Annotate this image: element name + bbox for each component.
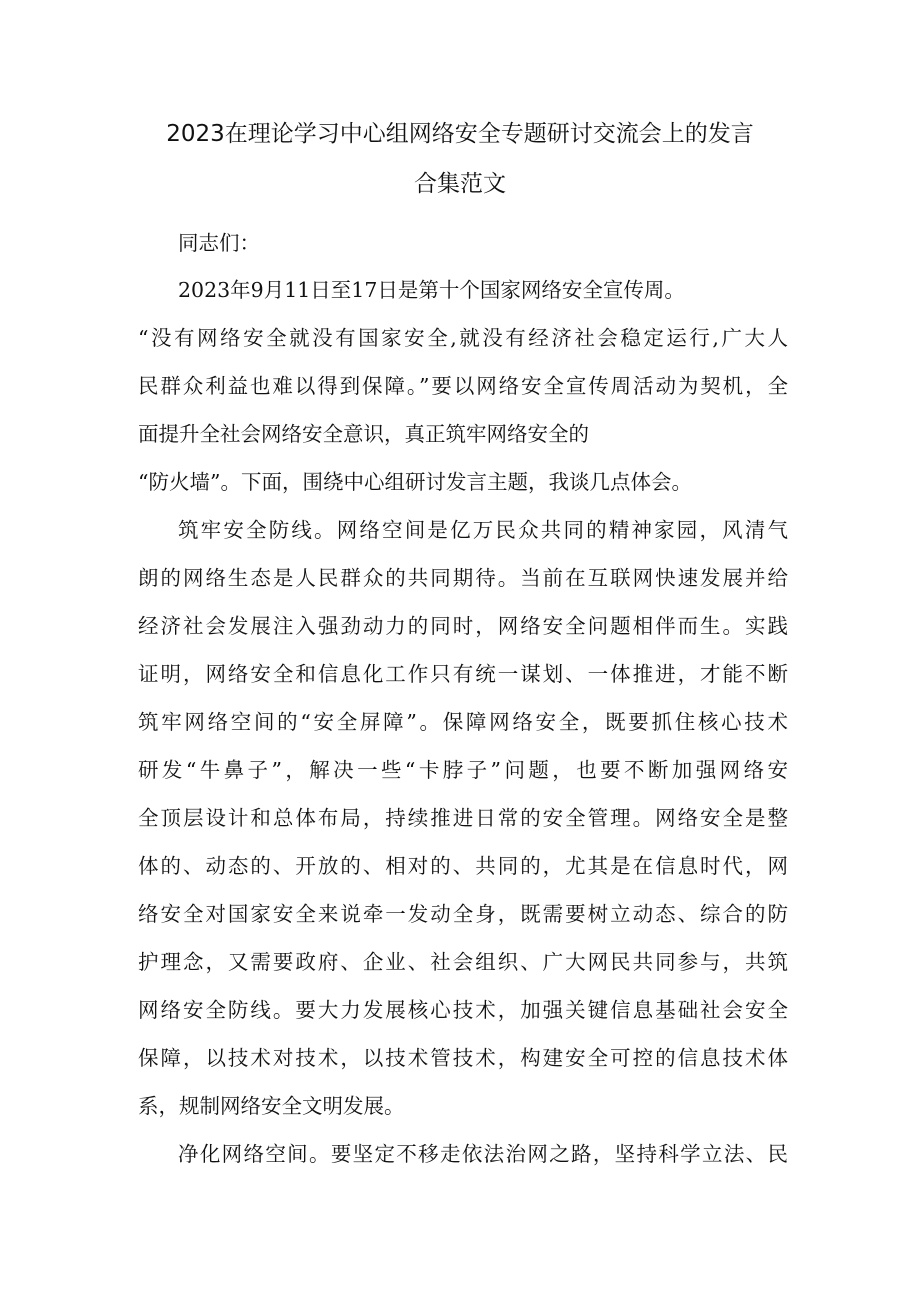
paragraph-2-line-3: 经济社会发展注入强劲动力的同时，网络安全问题相伴而生。实践 xyxy=(138,614,788,638)
paragraph-1-line-1: 2023年9月11日至17日是第十个国家网络安全宣传周。 xyxy=(178,278,685,302)
paragraph-2-line-10: 护理念，又需要政府、企业、社会组织、广大网民共同参与，共筑 xyxy=(138,950,788,974)
paragraph-1-line-2: “没有网络安全就没有国家安全,就没有经济社会稳定运行,广大人 xyxy=(138,326,788,350)
paragraph-2-line-5: 筑牢网络空间的“安全屏障”。保障网络安全，既要抓住核心技术 xyxy=(138,710,788,734)
document-title-line-1: 2023在理论学习中心组网络安全专题研讨交流会上的发言 xyxy=(166,121,754,147)
paragraph-2-line-2: 朗的网络生态是人民群众的共同期待。当前在互联网快速发展并给 xyxy=(138,566,788,590)
paragraph-2-line-11: 网络安全防线。要大力发展核心技术，加强关键信息基础社会安全 xyxy=(138,998,788,1022)
paragraph-2-line-6: 研发“牛鼻子”，解决一些“卡脖子”问题，也要不断加强网络安 xyxy=(138,758,788,782)
paragraph-2-line-1: 筑牢安全防线。网络空间是亿万民众共同的精神家园，风清气 xyxy=(178,518,788,542)
paragraph-2-line-8: 体的、动态的、开放的、相对的、共同的，尤其是在信息时代，网 xyxy=(138,854,788,878)
paragraph-2-line-12: 保障，以技术对技术，以技术管技术，构建安全可控的信息技术体 xyxy=(138,1046,788,1070)
paragraph-2-line-4: 证明，网络安全和信息化工作只有统一谋划、一体推进，才能不断 xyxy=(138,662,788,686)
paragraph-2-line-9: 络安全对国家安全来说牵一发动全身，既需要树立动态、综合的防 xyxy=(138,902,788,926)
paragraph-2-line-13: 系，规制网络安全文明发展。 xyxy=(138,1094,405,1118)
paragraph-3-line-1: 净化网络空间。要坚定不移走依法治网之路，坚持科学立法、民 xyxy=(178,1142,788,1166)
paragraph-1-line-3: 民群众利益也难以得到保障。”要以网络安全宣传周活动为契机，全 xyxy=(138,374,788,398)
salutation: 同志们： xyxy=(178,231,260,255)
paragraph-1-line-5: “防火墙”。下面，围绕中心组研讨发言主题，我谈几点体会。 xyxy=(138,470,692,494)
paragraph-1-line-4: 面提升全社会网络安全意识，真正筑牢网络安全的 xyxy=(138,422,589,446)
paragraph-2-line-7: 全顶层设计和总体布局，持续推进日常的安全管理。网络安全是整 xyxy=(138,806,788,830)
document-title-line-2: 合集范文 xyxy=(414,171,506,197)
